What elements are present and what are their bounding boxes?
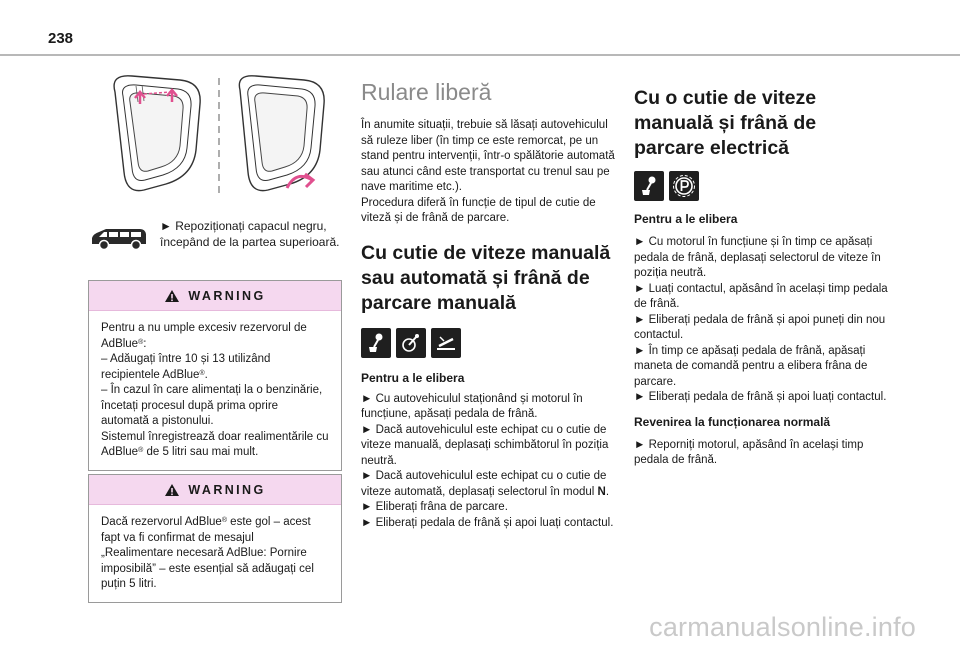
- warning-body: [89, 311, 341, 470]
- subsection-subtitle: Pentru a le elibera: [634, 212, 738, 226]
- step-item: ► Reporniți motorul, apăsând în același timp pedala de frână.: [634, 438, 864, 466]
- step-item: ► Eliberați pedala de frână și apoi puneți din nou contactul.: [634, 313, 886, 341]
- parking-brake-lever-icon: [431, 328, 461, 358]
- icon-row: [634, 171, 888, 201]
- step-item: ► Eliberați frâna de parcare.: [361, 501, 508, 513]
- step-item: ► Eliberați pedala de frână și apoi luați contactul.: [634, 391, 887, 403]
- reposition-instruction: ► Repoziționați capacul negru, începând de la partea superioară.: [160, 219, 340, 249]
- adblue-cap-illustration: [100, 72, 340, 202]
- manual-gear-icon: [634, 171, 664, 201]
- subsection-subtitle: Revenirea la funcționarea normală: [634, 414, 831, 429]
- column-electric-brake: [634, 86, 888, 469]
- warning-line: Sistemul înregistrează doar realimentările cu AdBlue® de 5 litri sau mai mult.: [101, 430, 329, 458]
- electric-parking-brake-icon: [669, 171, 699, 201]
- warning-line: – Adăugați între 10 și 13 utilizând recipientele AdBlue®.: [101, 353, 271, 381]
- icon-row: [361, 328, 615, 358]
- steps-list: [361, 392, 615, 532]
- subsection-subtitle: Pentru a le elibera: [361, 370, 465, 385]
- column-free-wheeling: [361, 78, 615, 531]
- van-icon: [90, 226, 148, 252]
- warning-title: WARNING: [188, 482, 266, 497]
- steps-list: [634, 235, 888, 406]
- subsection-heading: Cu cutie de viteze manuală sau automată și frână de parcare manuală: [361, 241, 611, 314]
- intro-paragraph-2: Procedura diferă în funcție de tipul de cutie de viteză și de frână de parcare.: [361, 196, 596, 224]
- warning-box-empty-tank: [88, 474, 342, 603]
- warning-body: [89, 505, 341, 602]
- automatic-gear-icon: [396, 328, 426, 358]
- intro-paragraph: În anumite situații, trebuie să lăsați autovehiculul să ruleze liber (în timp ce este remorcat, pe un stand pentru intervenții, într-o spălătorie automată sau atunci când este transportat cu trenul sau pe nave maritime etc.).: [361, 119, 615, 193]
- step-item: ► Cu autovehiculul staționând și motorul în funcțiune, apăsați pedala de frână.: [361, 392, 583, 420]
- warning-header: [89, 281, 341, 311]
- step-item: ► Cu motorul în funcțiune și în timp ce apăsați pedala de frână, deplasați selectorul de viteze în poziția neutră.: [634, 236, 881, 279]
- step-item: ► Eliberați pedala de frână și apoi luați contactul.: [361, 516, 614, 529]
- step-item: ► Luați contactul, apăsând în același timp pedala de frână.: [634, 282, 888, 310]
- step-item: ► În timp ce apăsați pedala de frână, apăsați maneta de comandă pentru a elibera frâna de parcare.: [634, 344, 868, 388]
- header-divider: [0, 54, 960, 56]
- warning-line: – În cazul în care alimentați la o benzinărie, încetați procesul după prima oprire automată a pistonului.: [101, 384, 323, 427]
- warning-triangle-icon: [164, 483, 180, 497]
- warning-title: WARNING: [188, 288, 266, 303]
- page-number: 238: [48, 30, 74, 47]
- manual-gear-icon: [361, 328, 391, 358]
- warning-triangle-icon: [164, 289, 180, 303]
- step-item: ► Dacă autovehiculul este echipat cu o cutie de viteze manuală, deplasați schimbătorul în poziția neutră.: [361, 423, 609, 467]
- warning-header: [89, 475, 341, 505]
- subsection-heading: Cu o cutie de viteze manuală și frână de parcare electrică: [634, 87, 817, 159]
- warning-line: Pentru a nu umple excesiv rezervorul de AdBlue®:: [101, 322, 307, 350]
- watermark: carmanualsonline.info: [649, 612, 916, 642]
- warning-text: Dacă rezervorul AdBlue® este gol – acest fapt va fi confirmat de mesajul „Realimentare necesară AdBlue: Pornire imposibilă” – este esențial să adăugați cel puțin 5 litri.: [101, 516, 314, 590]
- section-title: Rulare liberă: [361, 79, 492, 105]
- step-item: ► Dacă autovehiculul este echipat cu o cutie de viteze automată, deplasați selectorul în modul N.: [361, 470, 610, 498]
- warning-box-overfill: [88, 280, 342, 471]
